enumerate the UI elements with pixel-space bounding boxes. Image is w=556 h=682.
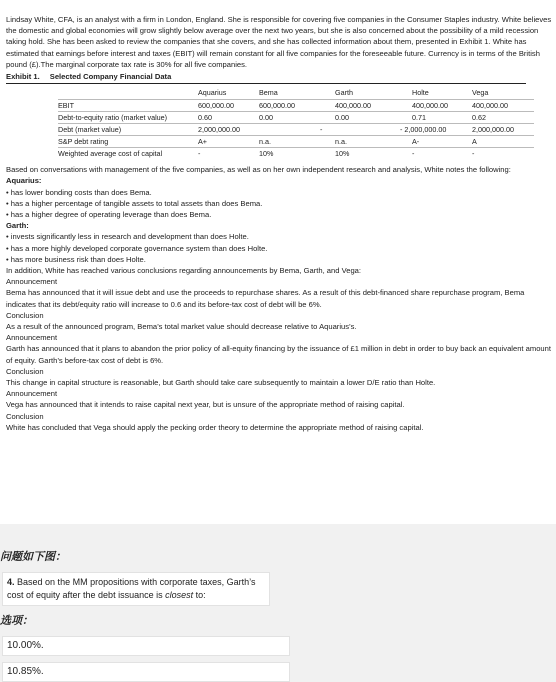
table-cell: A <box>472 137 477 147</box>
case-line: • has a higher percentage of tangible assets to total assets than does Bema. <box>6 198 263 208</box>
table-cell: 2,000,000.00 <box>472 125 514 135</box>
question-tail: to: <box>193 590 206 600</box>
table-cell: 600,000.00 <box>259 101 295 111</box>
table-column-header: Bema <box>259 88 278 98</box>
table-cell: - <box>472 149 475 159</box>
table-cell: A+ <box>198 137 207 147</box>
table-cell: 0.71 <box>412 113 426 123</box>
case-notes <box>6 164 552 433</box>
table-cell: 10% <box>335 149 350 159</box>
exhibit-label: Exhibit 1. <box>6 72 40 82</box>
table-row-label: Debt-to-equity ratio (market value) <box>58 113 168 123</box>
table-cell: 0.62 <box>472 113 486 123</box>
table-row-divider <box>58 135 534 136</box>
section-heading: Garth: <box>6 221 29 231</box>
case-line: Conclusion <box>6 366 44 376</box>
table-row-divider <box>58 123 534 124</box>
exhibit-caption: Selected Company Financial Data <box>49 72 172 82</box>
case-line: • invests significantly less in research and development than does Holte. <box>6 232 249 242</box>
case-line: Announcement <box>6 277 58 287</box>
option-b-label: 10.85%. <box>7 666 44 677</box>
question-box <box>2 572 270 606</box>
option-a[interactable] <box>2 636 290 656</box>
table-column-header: Vega <box>472 88 489 98</box>
case-line: Bema has announced that it will issue debt and use the proceeds to repurchase shares. As a result of this debt-financed share repurchase program, Bema indicates that its debt/equity ratio will increase to 0.6 and its before-tax cost of debt will be 6%. <box>6 288 525 309</box>
question-header: 问题如下图： <box>0 551 66 563</box>
table-row-label: Weighted average cost of capital <box>58 149 163 159</box>
case-line: White has concluded that Vega should apply the pecking order theory to determine the appropriate method of raising capital. <box>6 422 424 432</box>
table-column-header: Garth <box>335 88 353 98</box>
table-cell: - 2,000,000.00 <box>400 125 447 135</box>
case-line: • has a higher degree of operating leverage than does Bema. <box>6 210 212 220</box>
case-line: • has more business risk than does Holte. <box>6 254 146 264</box>
question-text: Based on the MM propositions with corporate taxes, Garth’s cost of equity after the debt issuance is <box>7 577 256 600</box>
case-line: Announcement <box>6 389 58 399</box>
case-line: Conclusion <box>6 411 44 421</box>
table-cell: 400,000.00 <box>412 101 448 111</box>
table-row-label: Debt (market value) <box>58 125 122 135</box>
table-cell: 10% <box>259 149 274 159</box>
table-row-divider <box>58 99 534 100</box>
case-intro: Lindsay White, CFA, is an analyst with a firm in London, England. She is responsible for covering five companies in the Consumer Staples industry. White believes the domestic and global economies will grow slightly below average over the next two years, but she is also concerned about the possibility of a mild recession taking hold. She has been asked to review the companies that she covers, and she has collected information about them, presented in Exhibit 1. White has estimated that earnings before interest and taxes (EBIT) will remain constant for all five companies for the foreseeable future. Currency is in terms of the British pound (£).The marginal corporate tax rate is 30% for all five companies. <box>6 15 552 69</box>
table-cell: 0.00 <box>259 113 273 123</box>
case-line: Garth has announced that it plans to abandon the prior policy of all-equity financing by the issuance of £1 million in debt in order to buy back an equivalent amount of equity. Garth’s before-tax cost of debt is 6%. <box>6 344 551 365</box>
table-cell: 2,000,000.00 <box>198 125 240 135</box>
option-a-label: 10.00%. <box>7 640 44 651</box>
table-row-label: EBIT <box>58 101 74 111</box>
case-line: As a result of the announced program, Bema’s total market value should decrease relative to Aquarius’s. <box>6 322 357 332</box>
case-line: This change in capital structure is reasonable, but Garth should take care subsequently to maintain a lower D/E ratio than Holte. <box>6 378 436 388</box>
case-line: • has lower bonding costs than does Bema. <box>6 187 152 197</box>
table-cell: - <box>198 149 201 159</box>
case-line: Based on conversations with management of the five companies, as well as on her own independent research and analysis, White notes the following: <box>6 165 511 175</box>
question-emphasis: closest <box>165 590 194 600</box>
exhibit-title <box>6 71 526 84</box>
table-cell: 600,000.00 <box>198 101 234 111</box>
financial-data-table <box>6 84 546 164</box>
table-cell: 400,000.00 <box>472 101 508 111</box>
table-column-header: Aquarius <box>198 88 227 98</box>
case-line: Announcement <box>6 333 58 343</box>
question-number: 4. <box>7 577 15 587</box>
option-b[interactable] <box>2 662 290 682</box>
case-line: In addition, White has reached various conclusions regarding announcements by Bema, Garth, and Vega: <box>6 266 362 276</box>
table-cell: A- <box>412 137 420 147</box>
table-row-label: S&P debt rating <box>58 137 109 147</box>
table-cell: 0.00 <box>335 113 349 123</box>
table-cell: - <box>320 125 323 135</box>
section-heading: Aquarius: <box>6 176 42 186</box>
table-column-header: Holte <box>412 88 429 98</box>
case-line: Vega has announced that it intends to raise capital next year, but is unsure of the appropriate method of raising capital. <box>6 400 405 410</box>
table-cell: - <box>412 149 415 159</box>
table-cell: n.a. <box>259 137 271 147</box>
case-line: Conclusion <box>6 310 44 320</box>
table-cell: 0.60 <box>198 113 212 123</box>
table-cell: n.a. <box>335 137 347 147</box>
case-line: • has a more highly developed corporate governance system than does Holte. <box>6 243 268 253</box>
options-header: 选项： <box>0 615 33 627</box>
table-cell: 400,000.00 <box>335 101 371 111</box>
